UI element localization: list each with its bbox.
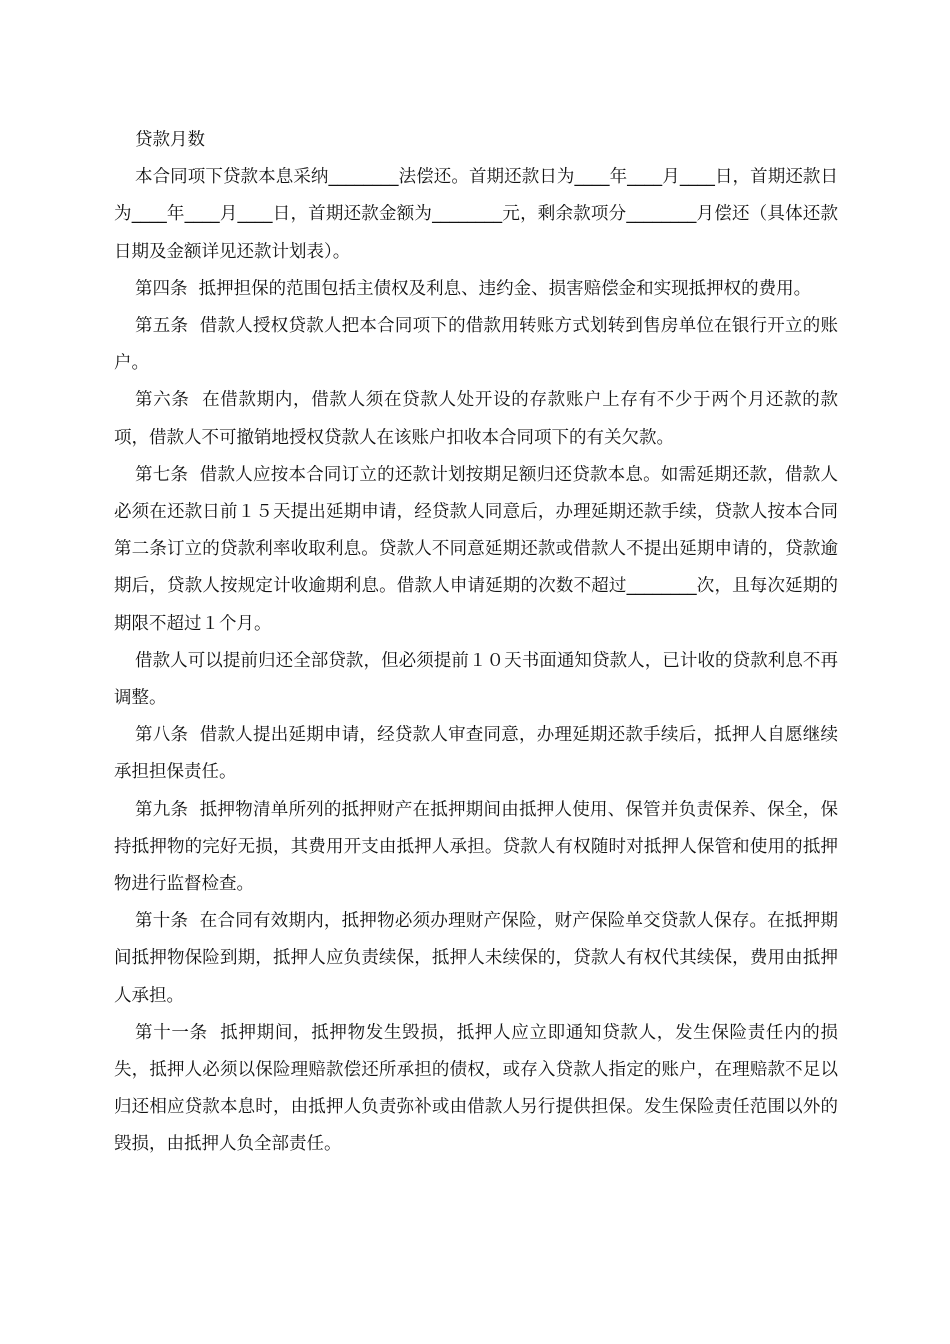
- article-11: 第十一条 抵押期间，抵押物发生毁损，抵押人应立即通知贷款人，发生保险责任内的损失，抵押人必须以保险理赔款偿还所承担的债权，或存入贷款人指定的账户，在理赔款不足以归还相应贷款本息时，由抵押人负责弥补或由借款人另行提供担保。发生保险责任范围以外的毁损，由抵押人负全部责任。: [114, 1022, 838, 1155]
- article-5: 第五条 借款人授权贷款人把本合同项下的借款用转账方式划转到售房单位在银行开立的账户。: [114, 316, 838, 374]
- contract-body: [114, 122, 838, 1164]
- paragraph-loan-months: 贷款月数: [135, 130, 205, 150]
- article-8: 第八条 借款人提出延期申请，经贷款人审查同意，办理延期还款手续后，抵押人自愿继续承担担保责任。: [114, 725, 838, 783]
- paragraph-early-repayment: 借款人可以提前归还全部贷款，但必须提前１０天书面通知贷款人，已计收的贷款利息不再调整。: [114, 650, 838, 709]
- article-6: 第六条 在借款期内，借款人须在贷款人处开设的存款账户上存有不少于两个月还款的款项，借款人不可撤销地授权贷款人在该账户扣收本合同项下的有关欠款。: [114, 390, 838, 448]
- paragraph-repayment-method: 本合同项下贷款本息采纳________法偿还。首期还款日为____年____月____日，首期还款日为____年____月____日，首期还款金额为________元，剩余款项分________月偿还（具体还款日期及金额详见还款计划表）。: [114, 167, 838, 262]
- article-10: 第十条 在合同有效期内，抵押物必须办理财产保险，财产保险单交贷款人保存。在抵押期间抵押物保险到期，抵押人应负责续保，抵押人未续保的，贷款人有权代其续保，费用由抵押人承担。: [114, 911, 838, 1006]
- article-4: 第四条 抵押担保的范围包括主债权及利息、违约金、损害赔偿金和实现抵押权的费用。: [135, 278, 812, 299]
- article-9: 第九条 抵押物清单所列的抵押财产在抵押期间由抵押人使用、保管并负责保养、保全，保持抵押物的完好无损，其费用开支由抵押人承担。贷款人有权随时对抵押人保管和使用的抵押物进行监督检查。: [114, 799, 838, 895]
- article-7: 第七条 借款人应按本合同订立的还款计划按期足额归还贷款本息。如需延期还款，借款人必须在还款日前１５天提出延期申请，经贷款人同意后，办理延期还款手续，贷款人按本合同第二条订立的贷款利率收取利息。贷款人不同意延期还款或借款人不提出延期申请的，贷款逾期后，贷款人按规定计收逾期利息。借款人申请延期的次数不超过________次，且每次延期的期限不超过１个月。: [114, 464, 838, 634]
